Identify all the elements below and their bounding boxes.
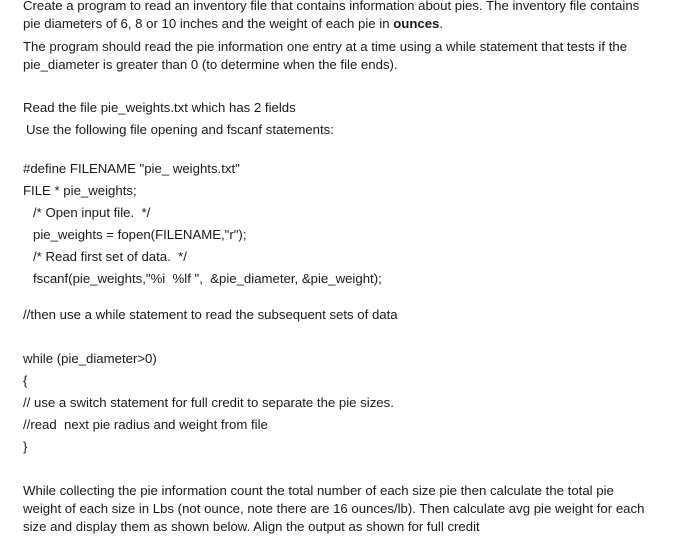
use-following-text: Use the following file opening and fscanf statements: <box>26 122 334 137</box>
code-while-line: while (pie_diameter>0) <box>23 351 157 366</box>
code-comment-read: /* Read first set of data. */ <box>33 249 187 264</box>
code-define: #define FILENAME "pie_ weights.txt" <box>23 161 240 176</box>
intro-paragraph-2: The program should read the pie information one entry at a time using a while statement that tests if the pie_diameter is greater than 0 (to determine when the file ends). <box>23 39 628 72</box>
code-file-decl: FILE * pie_weights; <box>23 183 137 198</box>
code-fopen: pie_weights = fopen(FILENAME,"r"); <box>33 227 247 242</box>
read-file-text: Read the file pie_weights.txt which has 2 fields <box>23 100 296 115</box>
code-then-comment: //then use a while statement to read the subsequent sets of data <box>23 307 398 322</box>
code-read-next-comment: //read next pie radius and weight from file <box>23 417 268 432</box>
intro-text: Create a program to read an inventory file that contains information about pies. The inventory file contains pie diameters of 6, 8 or 10 inches and the weight of each pie in <box>23 0 640 31</box>
code-close-brace: } <box>23 439 28 454</box>
code-comment-open: /* Open input file. */ <box>33 205 151 220</box>
ounces-bold: ounces <box>393 16 440 31</box>
intro-period: . <box>439 16 444 31</box>
closing-paragraph: While collecting the pie information count the total number of each size pie then calculate the total pie weight of each size in Lbs (not ounce, note there are 16 ounces/lb). Then calculate avg pie weight for each size and display them as shown below. Align the output as shown for full credit <box>23 483 645 534</box>
code-open-brace: { <box>23 373 28 388</box>
code-fscanf: fscanf(pie_weights,"%i %lf ", &pie_diameter, &pie_weight); <box>33 271 382 286</box>
intro-paragraph-1 <box>23 0 653 33</box>
code-switch-comment: // use a switch statement for full credit to separate the pie sizes. <box>23 395 394 410</box>
